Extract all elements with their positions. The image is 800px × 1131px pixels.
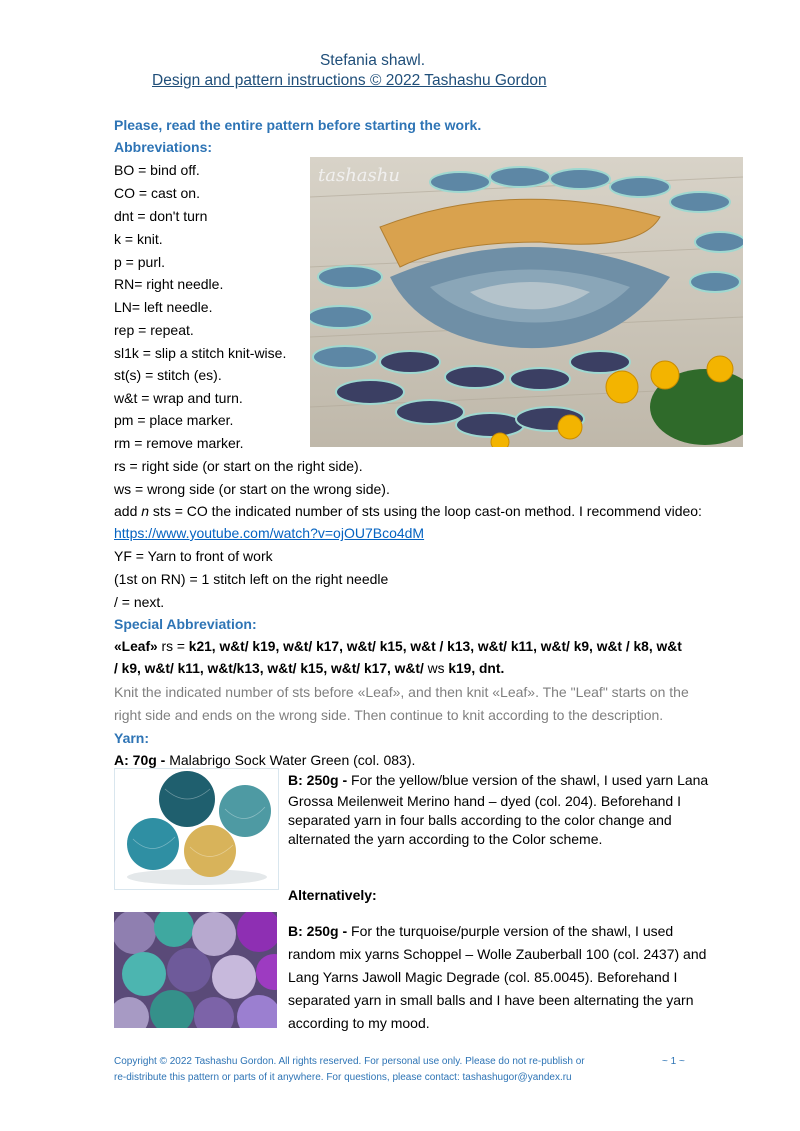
yarn-b-line: alternated the yarn according to the Color scheme. [288,831,603,847]
yarn-heading: Yarn: [114,730,150,746]
add-sts-line: add n sts = CO the indicated number of sts using the loop cast-on method. I recommend video: [114,503,702,519]
abbreviation-item: pm = place marker. [114,412,234,428]
abbreviation-item: w&t = wrap and turn. [114,390,243,406]
abbreviation-item: k = knit. [114,231,163,247]
yarn-a: A: 70g - Malabrigo Sock Water Green (col. 083). [114,752,416,768]
abbreviation-item: rm = remove marker. [114,435,244,451]
abbreviation-item: p = purl. [114,254,165,270]
yarn-b-alt-line: random mix yarns Schoppel – Wolle Zauberball 100 (col. 2437) and [288,946,707,962]
leaf-definition-line-2: / k9, w&t/ k11, w&t/k13, w&t/ k15, w&t/ k17, w&t/ ws k19, dnt. [114,661,505,676]
special-abbreviation-heading: Special Abbreviation: [114,616,257,632]
page-number: ~ 1 ~ [662,1056,685,1067]
abbreviation-item: rs = right side (or start on the right side). [114,458,363,474]
yarn-b-line: Grossa Meilenweit Merino hand – dyed (col. 204). Beforehand I [288,793,681,809]
yarn-b-alt-line: Lang Yarns Jawoll Magic Degrade (col. 85.0045). Beforehand I [288,969,678,985]
abbreviation-item: rep = repeat. [114,322,194,338]
yarn-balls-photo [114,768,279,890]
footer-contact: re-distribute this pattern or parts of it anywhere. For questions, please contact: tashashugor@yandex.ru [114,1072,572,1083]
video-link[interactable]: https://www.youtube.com/watch?v=ojOU7Bco4dM [114,525,425,541]
abbreviation-item: CO = cast on. [114,185,200,201]
abbreviations-heading: Abbreviations: [114,139,213,155]
photo-watermark: tashashu [318,165,400,186]
shawl-photo [310,157,743,447]
yarn-b-alt-line: separated yarn in small balls and I have been alternating the yarn [288,992,694,1008]
yarn-b-alt-line: according to my mood. [288,1015,430,1031]
leaf-note-line: right side and ends on the wrong side. Then continue to knit according to the description. [114,707,664,723]
abbreviation-item: ws = wrong side (or start on the wrong side). [114,481,390,497]
abbreviation-item: st(s) = stitch (es). [114,367,222,383]
abbreviation-item: sl1k = slip a stitch knit-wise. [114,345,287,361]
abbreviation-item: (1st on RN) = 1 stitch left on the right needle [114,571,389,587]
yarn-b-line: separated yarn in four balls according to the color change and [288,812,672,828]
intro-note: Please, read the entire pattern before starting the work. [114,117,482,133]
yarn-b-alt-line: B: 250g - For the turquoise/purple version of the shawl, I used [288,923,674,939]
leaf-definition-line-1: «Leaf» rs = k21, w&t/ k19, w&t/ k17, w&t/ k15, w&t / k13, w&t/ k11, w&t/ k9, w&t / k8, w&t [114,639,682,654]
abbreviation-item: BO = bind off. [114,162,200,178]
alternatively-heading: Alternatively: [288,887,377,903]
leaf-note-line: Knit the indicated number of sts before «Leaf», and then knit «Leaf». The "Leaf" starts on the [114,684,689,700]
abbreviation-item: / = next. [114,594,165,610]
document-subtitle: Design and pattern instructions © 2022 Tashashu Gordon [152,72,547,89]
document-title: Stefania shawl. [319,52,426,69]
yarn-b-line: B: 250g - For the yellow/blue version of the shawl, I used yarn Lana [288,772,709,788]
abbreviation-item: dnt = don't turn [114,208,208,224]
abbreviation-item: YF = Yarn to front of work [114,548,273,564]
yarn-mix-photo [114,912,277,1028]
abbreviation-item: LN= left needle. [114,299,213,315]
abbreviation-item: RN= right needle. [114,276,224,292]
footer-copyright: Copyright © 2022 Tashashu Gordon. All rights reserved. For personal use only. Please do not re-publish or [114,1056,585,1067]
